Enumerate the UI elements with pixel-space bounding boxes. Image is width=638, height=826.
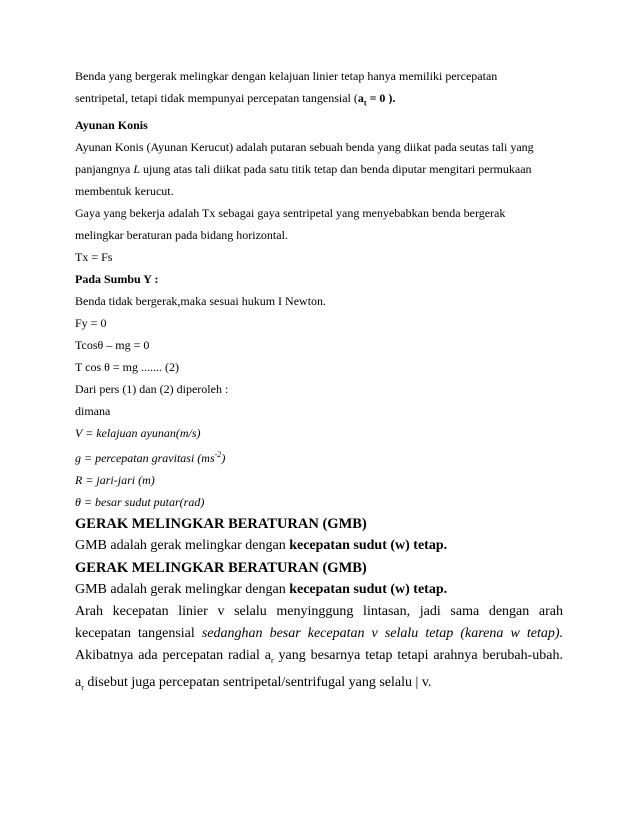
text-line: dimana (75, 404, 111, 419)
superscript: -2 (214, 450, 222, 460)
text-segment: ujung atas tali diikat pada satu titik tetap dan benda diputar mengitari permukaan (140, 162, 532, 177)
text-segment: kecepatan sudut (w) tetap. (289, 582, 448, 598)
gmb-definition (75, 535, 563, 557)
text-segment: ) (221, 451, 226, 466)
heading-gmb: GERAK MELINGKAR BERATURAN (GMB) (75, 516, 367, 533)
text-segment: = 0 ). (366, 91, 396, 105)
text-line (75, 672, 563, 699)
text-line (75, 87, 563, 114)
text-line (75, 645, 563, 672)
symbol-L: L (133, 162, 140, 177)
text-line: membentuk kerucut. (75, 184, 174, 199)
text-line: Gaya yang bekerja adalah Tx sebagai gaya sentripetal yang menyebabkan benda bergerak (75, 206, 506, 221)
text-line: Dari pers (1) dan (2) diperoleh : (75, 382, 229, 397)
text-segment: disebut juga percepatan sentripetal/sentrifugal yang selalu (83, 675, 416, 691)
text-segment: panjangnya (75, 162, 134, 177)
definition-g (75, 444, 563, 469)
equation: Tx = Fs (75, 250, 113, 265)
text-segment: g = percepatan gravitasi (ms (75, 451, 215, 466)
text-segment: yang besarnya tetap tetapi arahnya berubah-ubah. (273, 648, 563, 664)
text-segment: a (75, 675, 82, 691)
equation: Tcosθ – mg = 0 (75, 338, 150, 353)
text-segment: v. (418, 675, 432, 691)
subscript: r (81, 682, 84, 692)
text-segment: kecepatan tangensial (75, 626, 202, 642)
heading-gmb: GERAK MELINGKAR BERATURAN (GMB) (75, 560, 367, 577)
text-line (75, 158, 563, 180)
text-line: Ayunan Konis (Ayunan Kerucut) adalah putaran sebuah benda yang diikat pada seutas tali yang (75, 140, 534, 155)
equation: Fy = 0 (75, 316, 107, 331)
text-line (75, 623, 563, 645)
text-segment: GMB adalah gerak melingkar dengan (75, 538, 290, 554)
text-line: Arah kecepatan linier v selalu menyinggung lintasan, jadi sama dengan arah (75, 604, 563, 620)
definition-r: R = jari-jari (m) (75, 473, 155, 488)
perpendicular-symbol: | (415, 675, 419, 691)
gmb-definition (75, 579, 563, 601)
subscript: r (270, 656, 274, 666)
heading-sumbu-y: Pada Sumbu Y : (75, 272, 159, 287)
text-segment: sedanghan besar kecepatan v selalu tetap (karena w tetap). (201, 626, 563, 642)
document-page (75, 65, 563, 699)
heading-ayunan-konis: Ayunan Konis (75, 118, 148, 133)
definition-v: V = kelajuan ayunan(m/s) (75, 426, 201, 441)
text-line: melingkar beraturan pada bidang horizontal. (75, 228, 288, 243)
text-line: Benda tidak bergerak,maka sesuai hukum I Newton. (75, 294, 327, 309)
text-segment: GMB adalah gerak melingkar dengan (75, 582, 290, 598)
text-segment: kecepatan sudut (w) tetap. (289, 538, 448, 554)
subscript: t (363, 98, 367, 108)
text-segment: Akibatnya ada percepatan radial a (75, 648, 271, 664)
formula-at (357, 91, 396, 108)
text-line: Benda yang bergerak melingkar dengan kelajuan linier tetap hanya memiliki percepatan (75, 69, 498, 83)
text-segment: sentripetal, tetapi tidak mempunyai percepatan tangensial ( (75, 91, 358, 105)
definition-theta: θ = besar sudut putar(rad) (75, 495, 205, 510)
text-segment: a (357, 91, 364, 105)
equation: T cos θ = mg ....... (2) (75, 360, 179, 375)
